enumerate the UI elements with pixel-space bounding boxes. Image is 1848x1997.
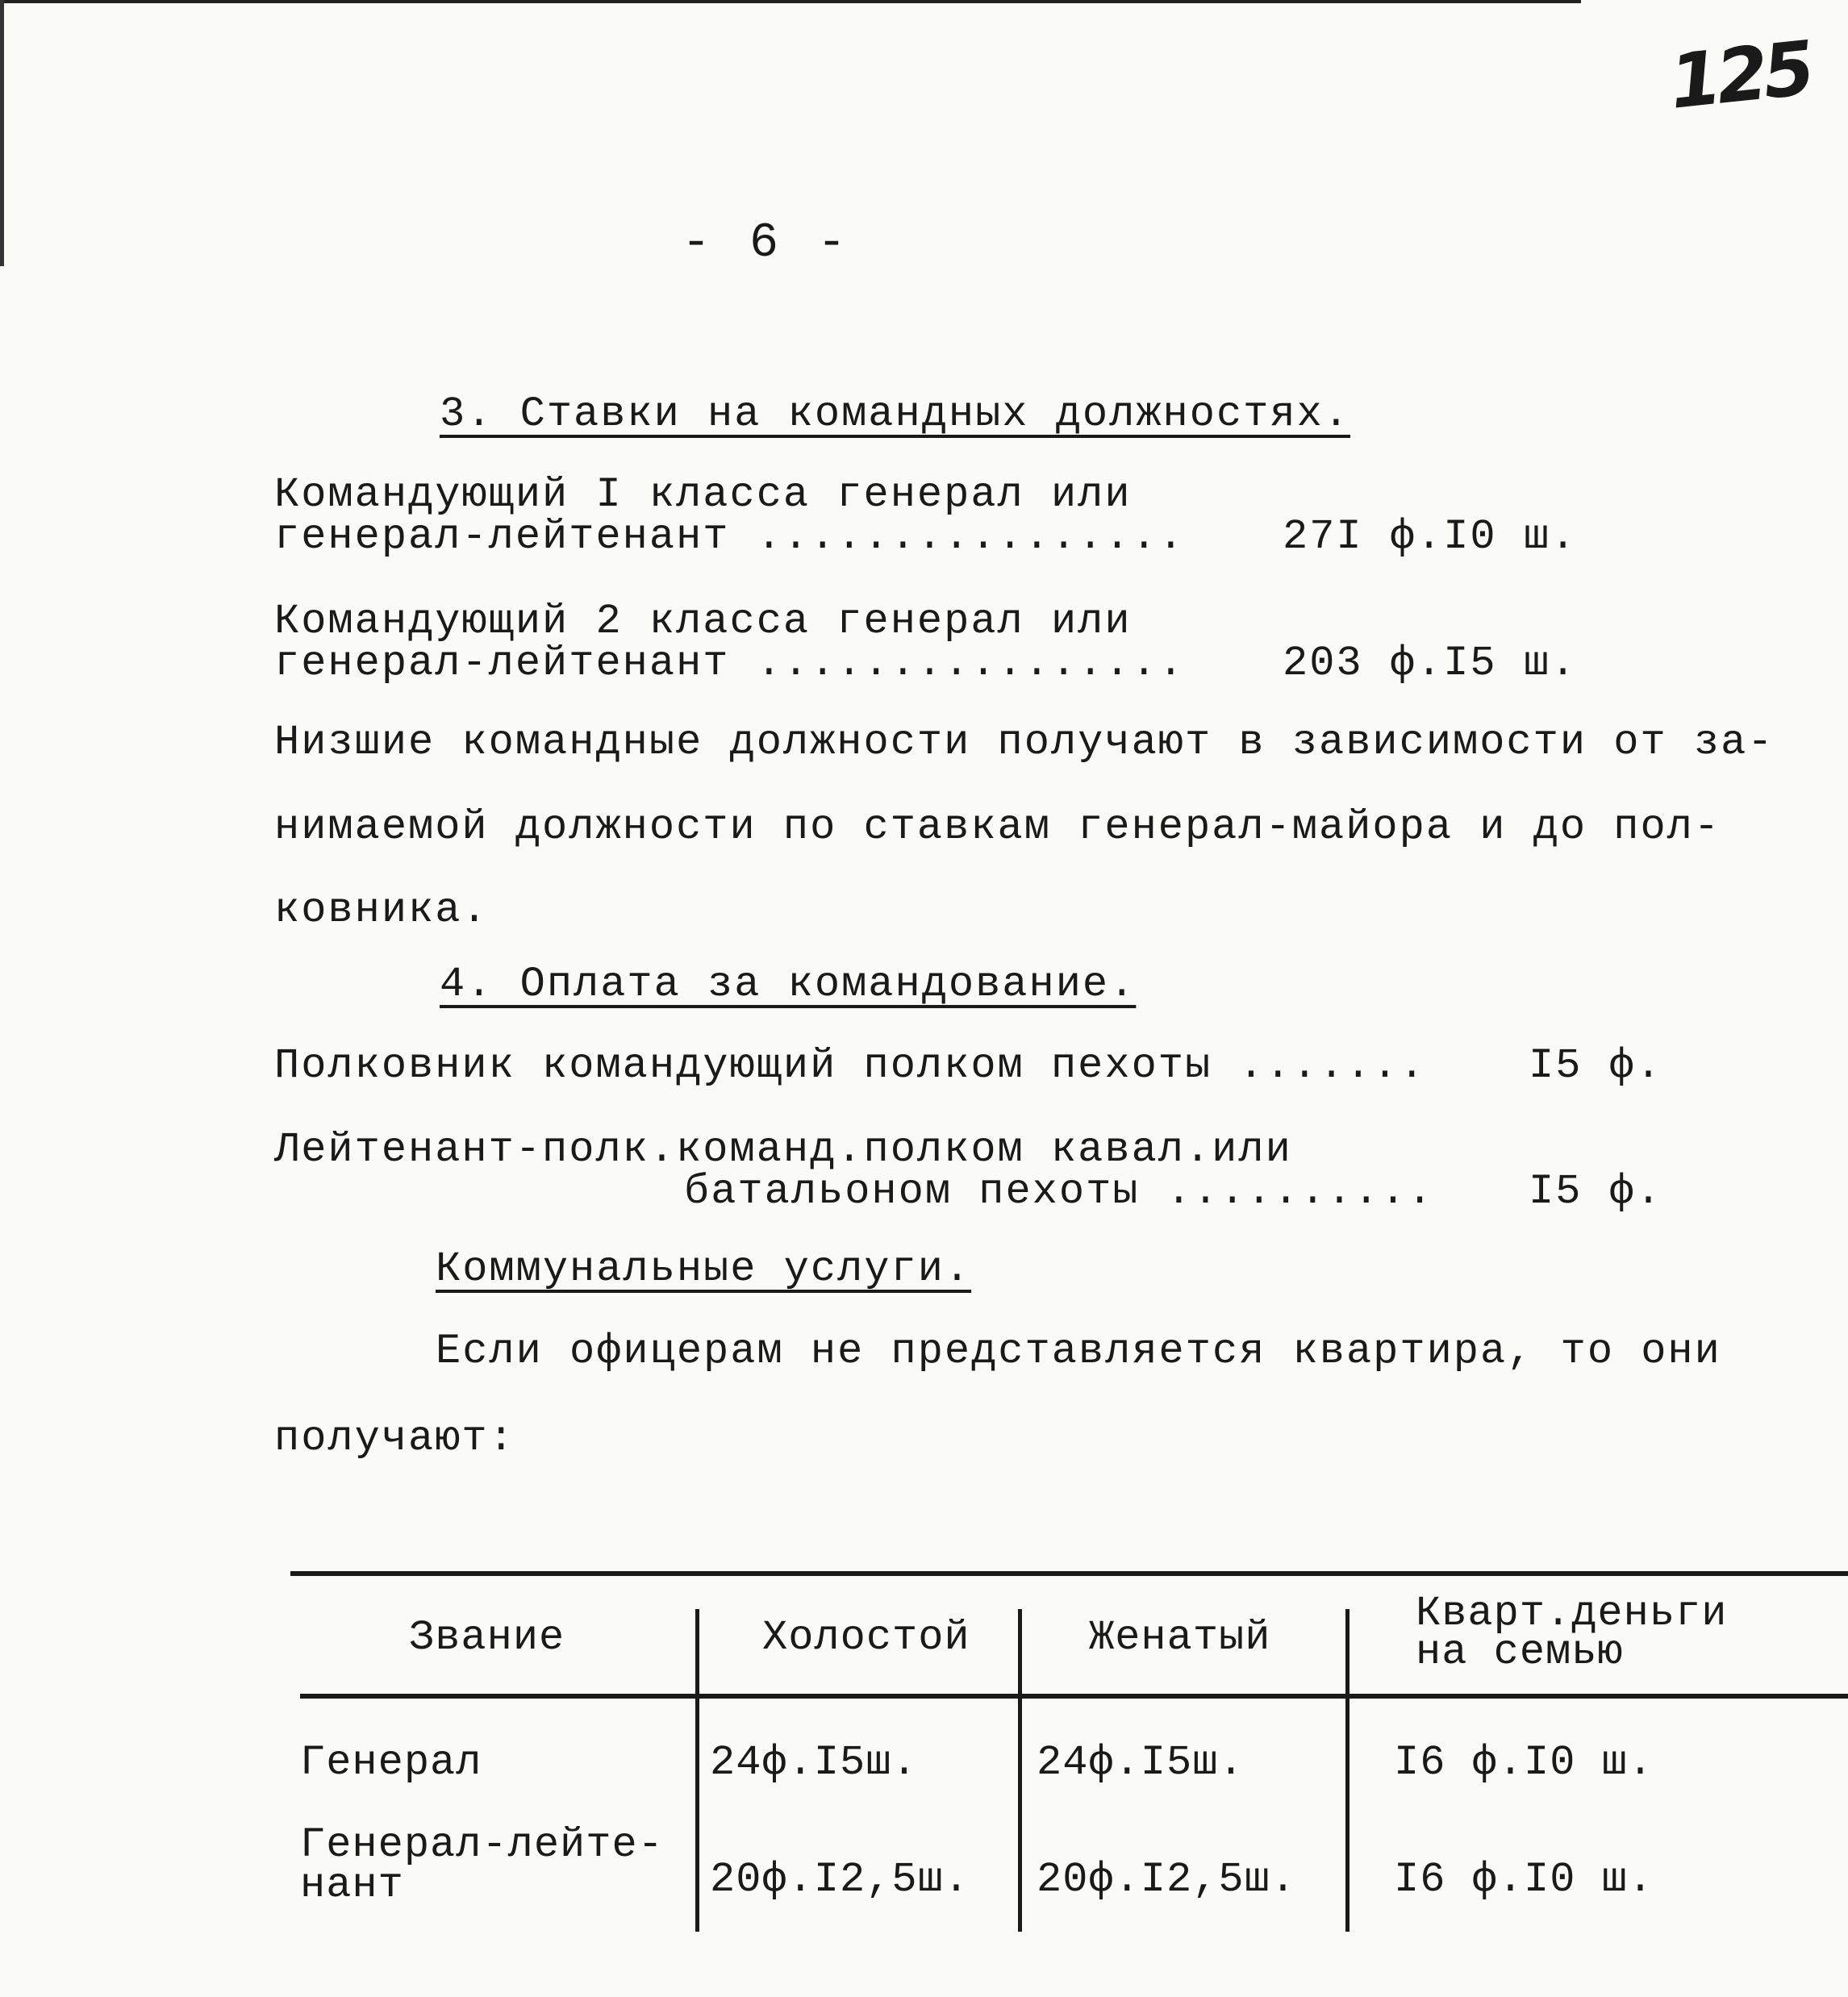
table-row-1-rank: Генерал: [300, 1739, 482, 1786]
table-row-2-single: 20ф.I2,5ш.: [710, 1856, 970, 1903]
rate-row-1-line1: Командующий I класса генерал или: [274, 471, 1132, 519]
section4-heading: 4. Оплата за командование.: [440, 961, 1137, 1008]
table-column-divider-3: [1345, 1609, 1349, 1932]
rate-row-1-line2: генерал-лейтенант ................: [274, 513, 1185, 561]
communal-heading: Коммунальные услуги.: [436, 1245, 972, 1293]
table-header-family-line1: Кварт.деньги: [1416, 1590, 1728, 1637]
command-pay-row-1-label: Полковник командующий полком пехоты .......: [274, 1042, 1426, 1090]
section3-heading: 3. Ставки на командных должностях.: [440, 390, 1350, 438]
communal-paragraph-line1: Если офицерам не представляется квартира, то они: [436, 1328, 1721, 1375]
table-row-2-rank-line2: нант: [300, 1862, 404, 1909]
rate-row-2-line2: генерал-лейтенант ................: [274, 640, 1185, 687]
table-column-divider-1: [695, 1609, 699, 1932]
table-row-1-family: I6 ф.I0 ш.: [1394, 1739, 1654, 1786]
archive-folio-number: 125: [1665, 25, 1815, 126]
table-header-rule: [300, 1694, 1848, 1699]
table-header-single: Холостой: [762, 1614, 970, 1661]
section3-paragraph-line1: Низшие командные должности получают в зависимости от за-: [274, 719, 1775, 766]
table-row-2-family: I6 ф.I0 ш.: [1394, 1856, 1654, 1903]
table-row-2-rank-line1: Генерал-лейте-: [300, 1821, 664, 1869]
communal-paragraph-line2: получают:: [274, 1415, 515, 1462]
table-row-1-married: 24ф.I5ш.: [1037, 1739, 1245, 1786]
command-pay-row-1-amount: I5 ф.: [1529, 1042, 1663, 1090]
command-pay-row-2-line1: Лейтенант-полк.команд.полком кавал.или: [274, 1126, 1292, 1174]
section3-paragraph-line2: нимаемой должности по ставкам генерал-майора и до пол-: [274, 803, 1721, 851]
command-pay-row-2-line2: батальоном пехоты ..........: [684, 1168, 1434, 1215]
rate-row-2-amount: 203 ф.I5 ш.: [1283, 640, 1578, 687]
table-row-2-married: 20ф.I2,5ш.: [1037, 1856, 1297, 1903]
table-top-rule: [290, 1571, 1848, 1576]
rate-row-2-line1: Командующий 2 класса генерал или: [274, 598, 1132, 645]
command-pay-row-2-amount: I5 ф.: [1529, 1168, 1663, 1215]
top-edge-rule: [0, 0, 1581, 3]
left-edge-mark: [0, 0, 4, 266]
table-row-1-single: 24ф.I5ш.: [710, 1739, 918, 1786]
table-header-rank: Звание: [409, 1614, 565, 1661]
section3-paragraph-line3: ковника.: [274, 886, 489, 934]
page-number: - 6 -: [682, 216, 852, 271]
rate-row-1-amount: 27I ф.I0 ш.: [1283, 513, 1578, 561]
table-column-divider-2: [1018, 1609, 1022, 1932]
table-header-family-line2: на семью: [1416, 1628, 1624, 1676]
table-header-married: Женатый: [1089, 1614, 1271, 1661]
